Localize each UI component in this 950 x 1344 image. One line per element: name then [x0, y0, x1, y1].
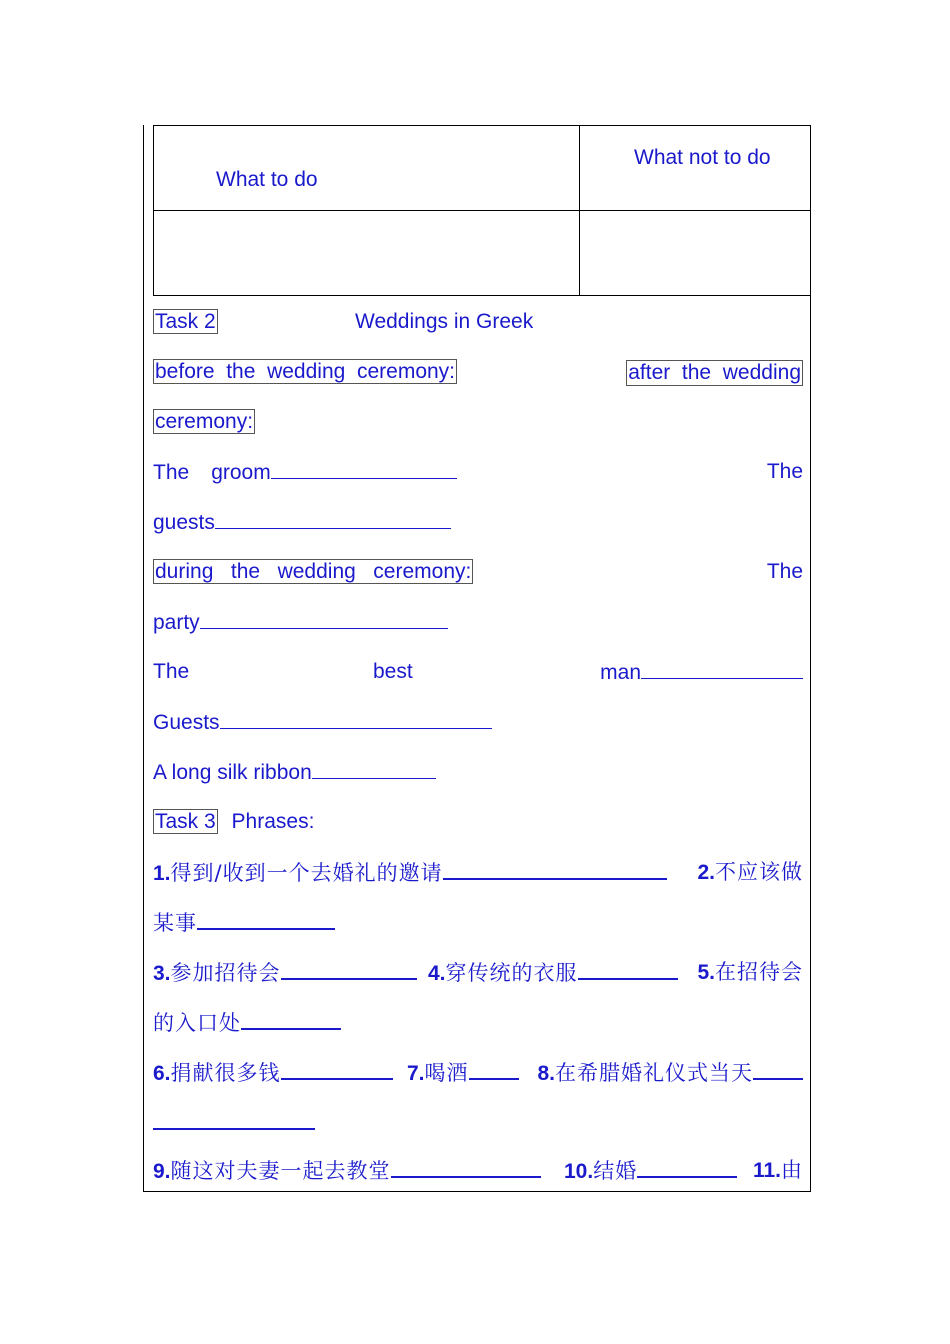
phrase-5-blank[interactable]	[241, 1010, 341, 1030]
during-line	[153, 560, 803, 584]
phrase-4-num: 4.	[428, 962, 446, 985]
phrase-9-blank[interactable]	[391, 1158, 541, 1178]
bestman-the: The	[153, 660, 190, 683]
ribbon-blank[interactable]	[312, 760, 436, 779]
phrase-2-text-cont: 某事	[153, 911, 197, 935]
task3-title: Phrases:	[231, 810, 315, 833]
table-row-divider	[154, 210, 810, 211]
phrase-5-text-cont: 的入口处	[153, 1011, 241, 1035]
phrase-line-7	[153, 1158, 803, 1184]
phrase-3-text: 参加招待会	[170, 961, 281, 985]
bestman-best: best	[373, 660, 413, 683]
phrase-8-num: 8.	[537, 1062, 555, 1085]
party-the: The	[766, 560, 803, 583]
phrase-2-text: 不应该做	[715, 860, 803, 884]
phrase-line-1	[153, 860, 803, 886]
phrase-9-text: 随这对夫妻一起去教堂	[170, 1159, 391, 1183]
phrase-10-blank[interactable]	[637, 1158, 737, 1178]
guests-blank[interactable]	[215, 510, 451, 529]
guests2-blank[interactable]	[220, 710, 492, 729]
phrase-7-text: 喝酒	[424, 1061, 469, 1085]
phrase-10-num: 10.	[564, 1160, 594, 1183]
after-ceremony-label: after the wedding	[628, 361, 801, 384]
phrase-2-blank[interactable]	[197, 910, 335, 930]
party-word: party	[153, 611, 200, 634]
ceremony-line	[153, 410, 803, 434]
party-blank[interactable]	[200, 610, 448, 629]
phrase-11-text: 由	[781, 1158, 803, 1182]
ribbon-line	[153, 760, 803, 785]
phrase-4-text: 穿传统的衣服	[445, 961, 578, 985]
phrase-6-text: 捐献很多钱	[170, 1061, 281, 1085]
phrase-line-3	[153, 960, 803, 986]
groom-line	[153, 460, 803, 485]
phrase-9-num: 9.	[153, 1160, 171, 1183]
phrase-2-num: 2.	[697, 861, 715, 884]
guests2-word: Guests	[153, 711, 220, 734]
groom-blank[interactable]	[271, 460, 457, 479]
task2-title: Weddings in Greek	[355, 310, 534, 333]
before-ceremony-label: before the wedding ceremony:	[155, 360, 456, 383]
during-ceremony-label: during the wedding ceremony:	[155, 560, 472, 583]
guests-line	[153, 510, 803, 535]
phrase-1-num: 1.	[153, 862, 171, 885]
phrase-8-blank-cont[interactable]	[153, 1110, 315, 1130]
phrase-line-4	[153, 1010, 803, 1036]
phrase-5-text: 在招待会	[715, 960, 803, 984]
groom-word: groom	[211, 461, 271, 484]
task2-line	[153, 310, 803, 334]
phrase-11-num: 11.	[752, 1159, 781, 1182]
phrase-7-blank[interactable]	[469, 1060, 519, 1080]
bestman-man: man	[600, 661, 641, 684]
phrase-7-num: 7.	[407, 1062, 425, 1085]
groom-the: The	[153, 461, 190, 484]
phrase-5-num: 5.	[697, 961, 715, 984]
phrase-8-text: 在希腊婚礼仪式当天	[555, 1061, 753, 1085]
task2-label: Task 2	[155, 310, 216, 333]
phrase-line-5	[153, 1060, 803, 1086]
phrase-3-num: 3.	[153, 962, 171, 985]
header-what-not-to-do: What not to do	[634, 146, 771, 169]
header-what-to-do: What to do	[216, 168, 318, 191]
phrase-8-blank[interactable]	[753, 1060, 803, 1080]
after-ceremony-label-cont: ceremony:	[155, 410, 254, 433]
guests-word: guests	[153, 511, 215, 534]
phrase-4-blank[interactable]	[578, 960, 678, 980]
phrase-6-blank[interactable]	[281, 1060, 393, 1080]
bestman-blank[interactable]	[641, 660, 803, 679]
ribbon-text: A long silk ribbon	[153, 761, 312, 784]
guests2-line	[153, 710, 803, 735]
before-after-line	[153, 360, 803, 384]
phrase-line-2	[153, 910, 803, 936]
do-dont-table	[153, 125, 811, 296]
task3-label: Task 3	[155, 810, 216, 833]
task3-line	[153, 810, 803, 834]
phrase-6-num: 6.	[153, 1062, 171, 1085]
party-line	[153, 610, 803, 635]
phrase-1-text: 得到/收到一个去婚礼的邀请	[170, 861, 443, 885]
phrase-10-text: 结婚	[593, 1159, 638, 1183]
table-column-divider	[579, 126, 580, 295]
guests-the: The	[766, 460, 803, 483]
phrase-1-blank[interactable]	[443, 860, 667, 880]
phrase-3-blank[interactable]	[281, 960, 417, 980]
bestman-line	[153, 660, 803, 684]
phrase-line-6	[153, 1110, 803, 1136]
